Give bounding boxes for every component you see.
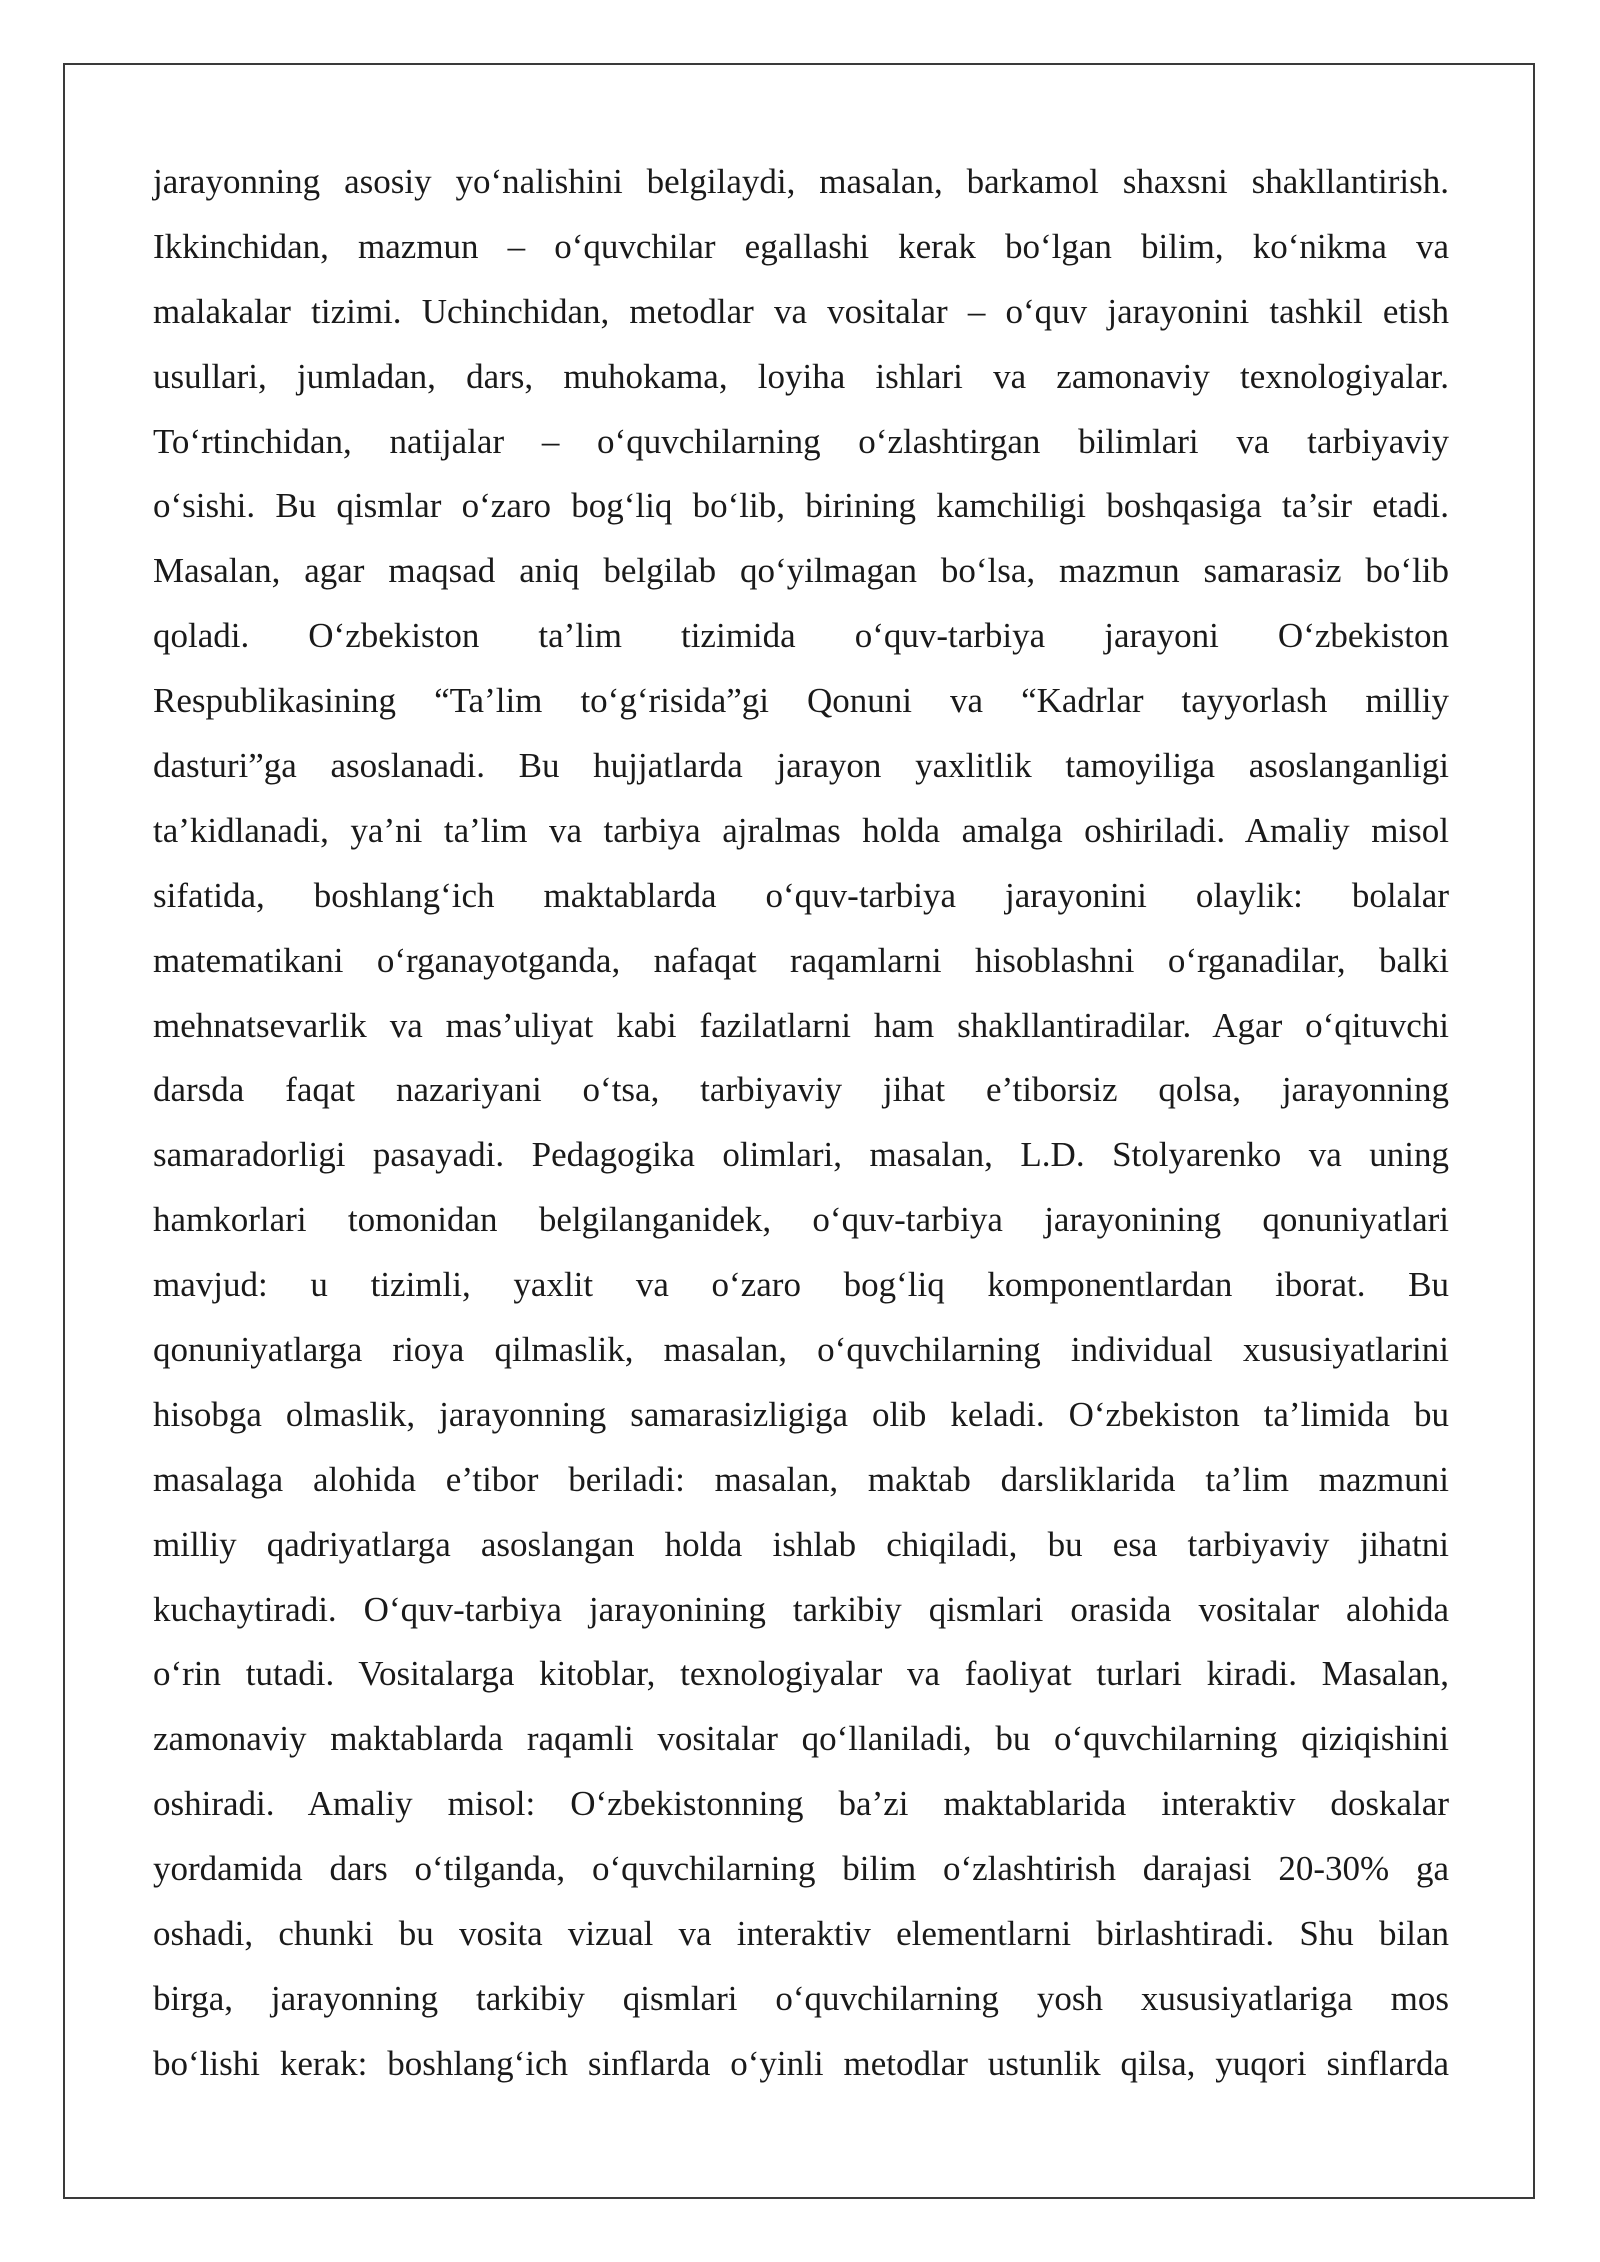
text-line: malakalar tizimi. Uchinchidan, metodlar va vositalar – o‘quv jarayonini tashkil etish bbox=[153, 291, 1449, 331]
text-line: matematikani o‘rganayotganda, nafaqat raqamlarni hisoblashni o‘rganadilar, balki bbox=[153, 940, 1449, 980]
text-line: o‘rin tutadi. Vositalarga kitoblar, texnologiyalar va faoliyat turlari kiradi. Masalan, bbox=[153, 1654, 1449, 1694]
text-line: Respublikasining “Ta’lim to‘g‘risida”gi Qonuni va “Kadrlar tayyorlash milliy bbox=[153, 681, 1449, 721]
text-line: darsda faqat nazariyani o‘tsa, tarbiyaviy jihat e’tiborsiz qolsa, jarayonning bbox=[153, 1070, 1449, 1110]
text-line: qonuniyatlarga rioya qilmaslik, masalan, o‘quvchilarning individual xususiyatlarini bbox=[153, 1330, 1449, 1370]
body-paragraph bbox=[153, 150, 1449, 2097]
text-line: qoladi. O‘zbekiston ta’lim tizimida o‘quv-tarbiya jarayoni O‘zbekiston bbox=[153, 616, 1449, 656]
text-line: usullari, jumladan, dars, muhokama, loyiha ishlari va zamonaviy texnologiyalar. bbox=[153, 356, 1449, 396]
text-line: oshadi, chunki bu vosita vizual va interaktiv elementlarni birlashtiradi. Shu bilan bbox=[153, 1914, 1449, 1954]
text-line: o‘sishi. Bu qismlar o‘zaro bog‘liq bo‘lib, birining kamchiligi boshqasiga ta’sir etadi. bbox=[153, 486, 1449, 526]
text-line: dasturi”ga asoslanadi. Bu hujjatlarda jarayon yaxlitlik tamoyiliga asoslanganligi bbox=[153, 746, 1449, 786]
text-line: hisobga olmaslik, jarayonning samarasizligiga olib keladi. O‘zbekiston ta’limida bu bbox=[153, 1394, 1449, 1434]
text-line: milliy qadriyatlarga asoslangan holda ishlab chiqiladi, bu esa tarbiyaviy jihatni bbox=[153, 1524, 1449, 1564]
text-line: sifatida, boshlang‘ich maktablarda o‘quv-tarbiya jarayonini olaylik: bolalar bbox=[153, 875, 1449, 915]
text-line: To‘rtinchidan, natijalar – o‘quvchilarning o‘zlashtirgan bilimlari va tarbiyaviy bbox=[153, 421, 1449, 461]
text-line: Ikkinchidan, mazmun – o‘quvchilar egallashi kerak bo‘lgan bilim, ko‘nikma va bbox=[153, 226, 1449, 266]
text-line: mavjud: u tizimli, yaxlit va o‘zaro bog‘liq komponentlardan iborat. Bu bbox=[153, 1265, 1449, 1305]
text-line: oshiradi. Amaliy misol: O‘zbekistonning ba’zi maktablarida interaktiv doskalar bbox=[153, 1784, 1449, 1824]
text-line: samaradorligi pasayadi. Pedagogika olimlari, masalan, L.D. Stolyarenko va uning bbox=[153, 1135, 1449, 1175]
text-line: hamkorlari tomonidan belgilanganidek, o‘quv-tarbiya jarayonining qonuniyatlari bbox=[153, 1200, 1449, 1240]
text-line: mehnatsevarlik va mas’uliyat kabi fazilatlarni ham shakllantiradilar. Agar o‘qituvchi bbox=[153, 1005, 1449, 1045]
text-line: zamonaviy maktablarda raqamli vositalar qo‘llaniladi, bu o‘quvchilarning qiziqishini bbox=[153, 1719, 1449, 1759]
text-line: Masalan, agar maqsad aniq belgilab qo‘yilmagan bo‘lsa, mazmun samarasiz bo‘lib bbox=[153, 551, 1449, 591]
text-line: jarayonning asosiy yo‘nalishini belgilaydi, masalan, barkamol shaxsni shakllantirish. bbox=[153, 162, 1449, 201]
text-line: kuchaytiradi. O‘quv-tarbiya jarayonining tarkibiy qismlari orasida vositalar alohida bbox=[153, 1589, 1449, 1629]
text-line: birga, jarayonning tarkibiy qismlari o‘quvchilarning yosh xususiyatlariga mos bbox=[153, 1978, 1449, 2018]
text-line: yordamida dars o‘tilganda, o‘quvchilarning bilim o‘zlashtirish darajasi 20-30% ga bbox=[153, 1849, 1449, 1889]
text-line: masalaga alohida e’tibor beriladi: masalan, maktab darsliklarida ta’lim mazmuni bbox=[153, 1459, 1449, 1499]
text-line: ta’kidlanadi, ya’ni ta’lim va tarbiya ajralmas holda amalga oshiriladi. Amaliy misol bbox=[153, 810, 1449, 850]
text-line: bo‘lishi kerak: boshlang‘ich sinflarda o‘yinli metodlar ustunlik qilsa, yuqori sinflarda bbox=[153, 2043, 1449, 2083]
